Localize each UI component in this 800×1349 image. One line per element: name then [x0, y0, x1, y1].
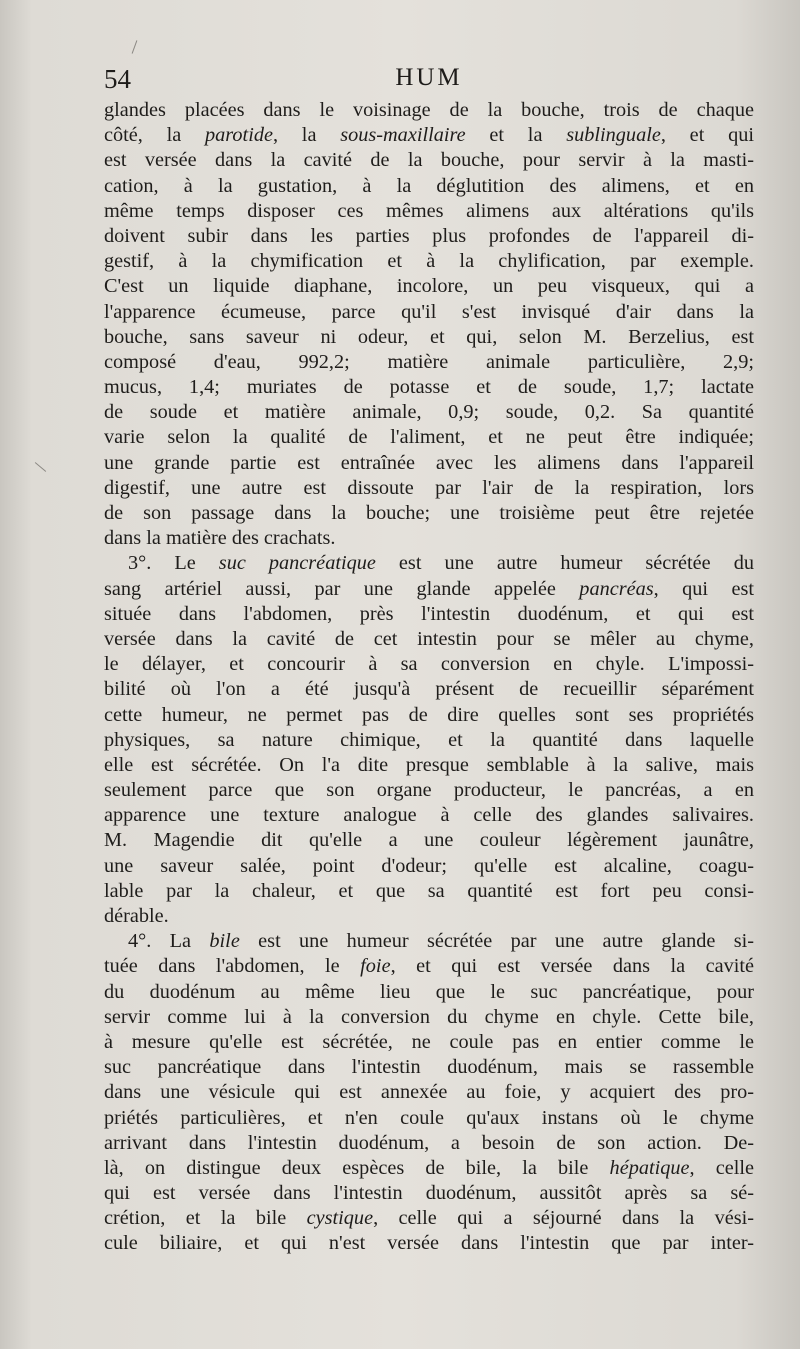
text-line — [104, 174, 754, 199]
text-run: composé d'eau, 992,2; matière animale particulière, 2,9; — [104, 350, 754, 373]
italic-term: sublinguale — [566, 124, 661, 147]
text-line — [104, 148, 754, 173]
running-title: HUM — [395, 64, 463, 91]
text-run: varie selon la qualité de l'aliment, et ne peut être indiquée; — [104, 426, 754, 449]
text-run: arrivant dans l'intestin duodénum, a besoin de son action. De- — [104, 1131, 754, 1154]
text-run: , et qui est versée dans la cavité — [390, 955, 754, 978]
text-line — [104, 425, 754, 450]
text-run: de son passage dans la bouche; une troisième peut être rejetée — [104, 502, 754, 524]
text-run: 3°. Le — [128, 552, 219, 575]
text-line — [104, 879, 754, 904]
text-line — [104, 1030, 754, 1055]
text-line — [104, 98, 754, 123]
text-run: dans une vésicule qui est annexée au foie, y acquiert des pro- — [104, 1081, 754, 1104]
text-line — [104, 602, 754, 627]
text-line — [104, 1231, 754, 1256]
text-run: le délayer, et concourir à sa conversion en chyle. L'impossi- — [104, 653, 754, 676]
text-run: située dans l'abdomen, près l'intestin duodénum, et qui est — [104, 602, 754, 625]
text-line — [104, 224, 754, 249]
text-line — [104, 803, 754, 828]
text-line — [104, 526, 754, 551]
text-run: seulement parce que son organe producteur, le pancréas, a en — [104, 779, 754, 802]
text-line — [104, 501, 754, 526]
text-line — [104, 350, 754, 375]
text-line — [104, 904, 754, 929]
text-line — [104, 652, 754, 677]
text-run: apparence une texture analogue à celle des glandes salivaires. — [104, 804, 754, 827]
text-run: une grande partie est entraînée avec les alimens dans l'appareil — [104, 451, 754, 474]
text-run: crétion, et la bile — [104, 1207, 307, 1230]
text-run: lable par la chaleur, et que sa quantité est fort peu consi- — [104, 879, 754, 902]
body-text — [104, 98, 754, 1257]
text-line — [104, 325, 754, 350]
text-run: bilité où l'on a été jusqu'à présent de recueillir séparément — [104, 678, 754, 701]
text-line — [104, 375, 754, 400]
text-run: mucus, 1,4; muriates de potasse et de soude, 1,7; lactate — [104, 376, 754, 399]
text-run: même temps disposer ces mêmes alimens aux altérations qu'ils — [104, 199, 754, 222]
text-run: à mesure qu'elle est sécrétée, ne coule pas en entier comme le — [104, 1030, 754, 1053]
text-line — [104, 1005, 754, 1030]
text-run: l'apparence écumeuse, parce qu'il s'est invisqué d'air dans la — [104, 300, 754, 323]
text-line — [104, 627, 754, 652]
text-line — [104, 728, 754, 753]
text-run: , la — [272, 124, 341, 147]
text-run: priétés particulières, et n'en coule qu'aux instans où le chyme — [104, 1106, 754, 1129]
running-head — [104, 64, 754, 98]
text-line — [104, 1080, 754, 1105]
text-run: de soude et matière animale, 0,9; soude, 0,2. Sa quantité — [104, 401, 754, 424]
text-run: tuée dans l'abdomen, le — [104, 955, 361, 978]
text-line — [104, 451, 754, 476]
italic-term: hépatique — [609, 1156, 690, 1179]
text-line — [104, 854, 754, 879]
text-run: suc pancréatique dans l'intestin duodénum, mais se rassemble — [104, 1056, 754, 1079]
text-line — [104, 1181, 754, 1206]
text-run: M. Magendie dit qu'elle a une couleur légèrement jaunâtre, — [104, 829, 754, 852]
stray-ink-mark — [35, 462, 46, 472]
text-run: côté, la — [104, 124, 205, 147]
text-line — [104, 1106, 754, 1131]
text-run: une saveur salée, point d'odeur; qu'elle est alcaline, coagu- — [104, 854, 754, 877]
text-run: glandes placées dans le voisinage de la bouche, trois de chaque — [104, 99, 754, 121]
text-line — [104, 980, 754, 1005]
text-line — [104, 703, 754, 728]
text-line — [104, 400, 754, 425]
text-run: cule biliaire, et qui n'est versée dans l'intestin que par inter- — [104, 1232, 754, 1255]
text-run: qui est versée dans l'intestin duodénum, aussitôt après sa sé- — [104, 1182, 754, 1205]
text-run: servir comme lui à la conversion du chyme en chyle. Cette bile, — [104, 1005, 754, 1028]
text-line — [104, 577, 754, 602]
text-line — [104, 249, 754, 274]
text-run: gestif, à la chymification et à la chylification, par exemple. — [104, 250, 754, 273]
text-run: , qui est — [653, 577, 754, 600]
text-run: 4°. La — [128, 930, 210, 953]
italic-term: cystique — [306, 1207, 374, 1230]
italic-term: sous-maxillaire — [340, 124, 466, 147]
text-run: , celle qui a séjourné dans la vési- — [373, 1207, 754, 1230]
text-run: est une autre humeur sécrétée du — [375, 552, 754, 575]
text-run: est une humeur sécrétée par une autre glande si- — [239, 930, 754, 953]
text-run: là, on distingue deux espèces de bile, la bile — [104, 1156, 610, 1179]
text-run: bouche, sans saveur ni odeur, et qui, selon M. Berzelius, est — [104, 325, 754, 348]
text-line — [104, 476, 754, 501]
text-line — [104, 753, 754, 778]
text-line — [104, 1131, 754, 1156]
italic-term: suc pancréatique — [218, 552, 376, 575]
text-line — [104, 300, 754, 325]
text-run: et la — [465, 124, 567, 147]
text-line — [104, 1206, 754, 1231]
text-run: , celle — [689, 1156, 755, 1179]
page-number: 54 — [104, 64, 131, 94]
text-line — [104, 551, 754, 576]
text-run: du duodénum au même lieu que le suc pancréatique, pour — [104, 980, 754, 1003]
italic-term: bile — [209, 930, 240, 953]
text-run: digestif, une autre est dissoute par l'air de la respiration, lors — [104, 476, 754, 499]
text-line — [104, 123, 754, 148]
text-run: doivent subir dans les parties plus profondes de l'appareil di- — [104, 224, 754, 247]
text-run: sang artériel aussi, par une glande appelée — [104, 577, 580, 600]
stray-ink-mark — [132, 40, 138, 53]
text-line — [104, 677, 754, 702]
text-run: physiques, sa nature chimique, et la quantité dans laquelle — [104, 728, 754, 751]
text-run: dans la matière des crachats. — [104, 527, 336, 550]
text-run: versée dans la cavité de cet intestin pour se mêler au chyme, — [104, 627, 754, 650]
text-line — [104, 828, 754, 853]
text-run: dérable. — [104, 905, 169, 927]
italic-term: foie — [360, 955, 391, 978]
text-line — [104, 274, 754, 299]
italic-term: parotide — [205, 124, 273, 147]
text-line — [104, 1156, 754, 1181]
italic-term: pancréas — [579, 577, 654, 600]
text-line — [104, 778, 754, 803]
text-line — [104, 199, 754, 224]
text-line — [104, 929, 754, 954]
text-run: est versée dans la cavité de la bouche, pour servir à la masti- — [104, 149, 754, 172]
text-run: , et qui — [660, 124, 754, 147]
text-line — [104, 1055, 754, 1080]
text-run: cation, à la gustation, à la déglutition des alimens, et en — [104, 174, 754, 197]
text-run: cette humeur, ne permet pas de dire quelles sont ses propriétés — [104, 703, 754, 726]
text-line — [104, 954, 754, 979]
text-run: C'est un liquide diaphane, incolore, un peu visqueux, qui a — [104, 275, 754, 298]
text-run: elle est sécrétée. On l'a dite presque semblable à la salive, mais — [104, 753, 754, 776]
